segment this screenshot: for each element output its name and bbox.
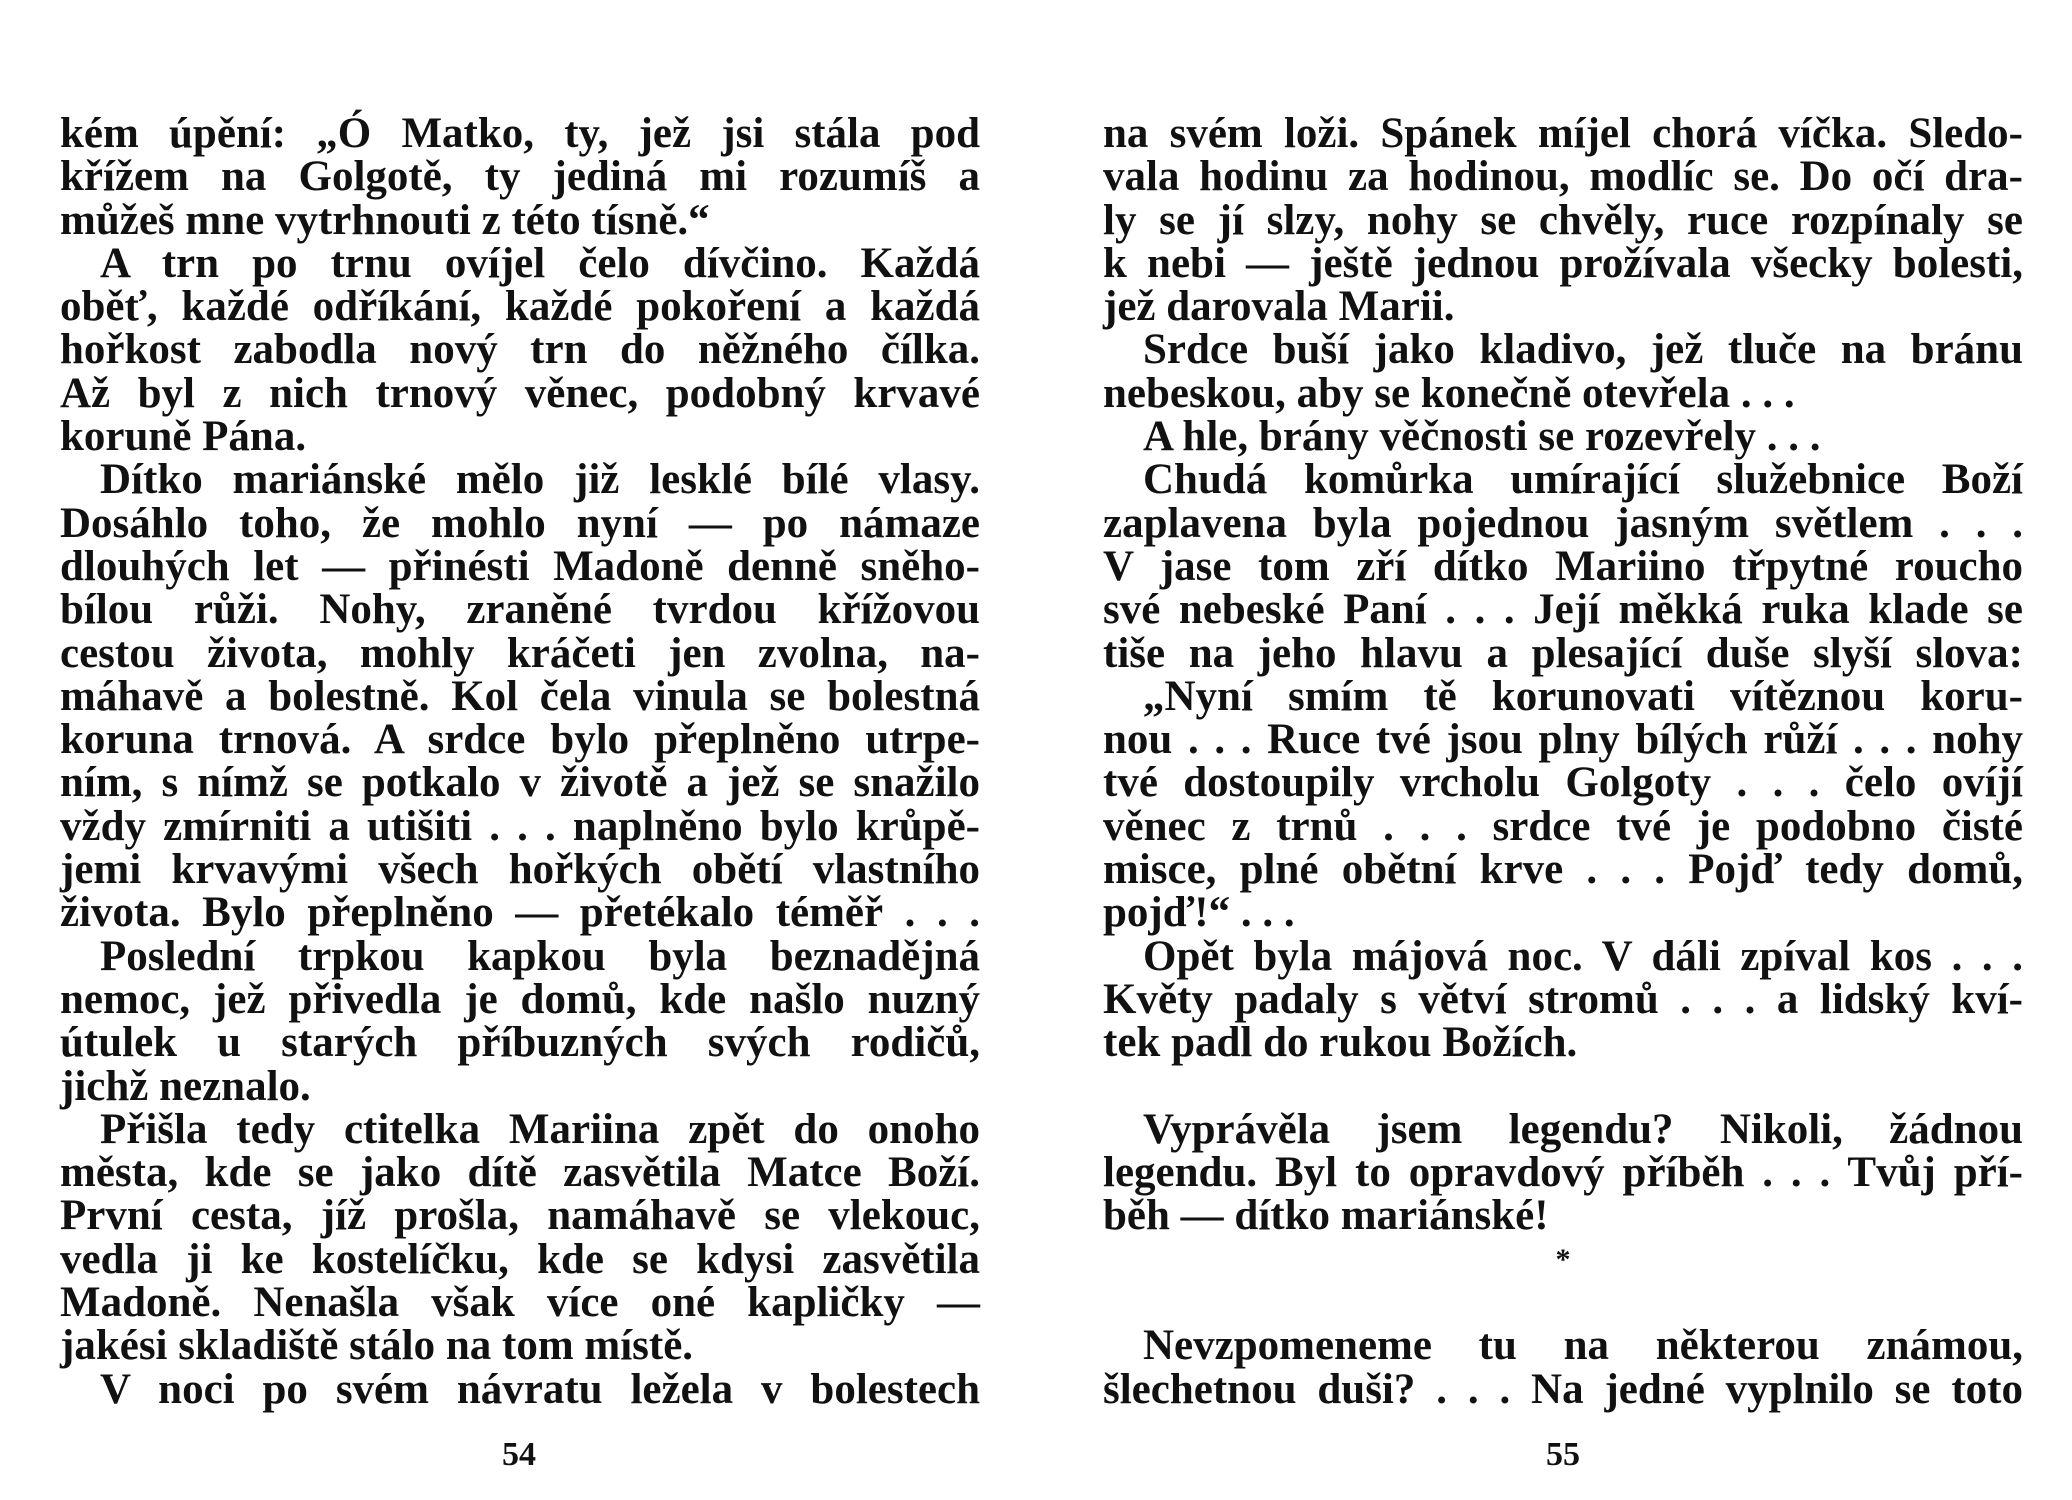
- text-line: jež darovala Marii.: [1103, 283, 1455, 331]
- text-line: ly se jí slzy, nohy se chvěly, ruce rozpínaly se: [1103, 196, 2023, 244]
- text-line: města, kde se jako dítě zasvětila Matce Boží.: [60, 1149, 980, 1197]
- text-line: k nebi — ještě jednou prožívala všecky bolesti,: [1103, 239, 2023, 287]
- text-line: útulek u starých příbuzných svých rodičů,: [60, 1019, 980, 1067]
- text-line: Madoně. Nenašla však více oné kapličky —: [60, 1279, 980, 1327]
- text-line: hořkost zabodla nový trn do něžného čílka.: [60, 326, 980, 374]
- text-line: A hle, brány věčnosti se rozevřely . . .: [1143, 413, 1821, 461]
- text-line: nemoc, jež přivedla je domů, kde našlo nuzný: [60, 975, 980, 1023]
- text-line: života. Bylo přeplněno — přetékalo téměř . . .: [60, 889, 980, 937]
- text-line: „Nyní smím tě korunovati vítěznou koru-: [1143, 672, 2023, 720]
- text-line: cestou života, mohly kráčeti jen zvolna, na-: [60, 629, 980, 677]
- section-separator: *: [1555, 1242, 1571, 1276]
- text-line: jemi krvavými všech hořkých obětí vlastního: [60, 846, 980, 894]
- page-number-left: 54: [502, 1436, 536, 1473]
- text-line: šlechetnou duši? . . . Na jedné vyplnilo se toto: [1103, 1365, 2023, 1413]
- text-line: Opět byla májová noc. V dáli zpíval kos . . .: [1143, 932, 2023, 980]
- text-line: Přišla tedy ctitelka Mariina zpět do onoho: [100, 1105, 980, 1153]
- text-line: tek padl do rukou Božích.: [1103, 1019, 1578, 1067]
- paragraph-gap: [1103, 1065, 2023, 1108]
- text-line: jakési skladiště stálo na tom místě.: [60, 1322, 694, 1370]
- text-line: jichž neznalo.: [60, 1062, 311, 1110]
- text-line: nebeskou, aby se konečně otevřela . . .: [1103, 369, 1795, 417]
- text-line: Srdce buší jako kladivo, jež tluče na bránu: [1143, 326, 2023, 374]
- text-line: První cesta, jíž prošla, namáhavě se vlekouc,: [60, 1192, 980, 1240]
- text-line: A trn po trnu ovíjel čelo dívčino. Každá: [100, 239, 980, 287]
- text-line: tvé dostoupily vrcholu Golgoty . . . čelo ovíjí: [1103, 759, 2023, 807]
- text-line: věnec z trnů . . . srdce tvé je podobno čisté: [1103, 802, 2023, 850]
- text-line: vedla ji ke kostelíčku, kde se kdysi zasvětila: [60, 1235, 980, 1283]
- text-line: V noci po svém návratu ležela v bolestech: [100, 1365, 980, 1413]
- text-line: Až byl z nich trnový věnec, podobný krvavé: [60, 369, 980, 417]
- left-page: [60, 112, 980, 1411]
- text-line: V jase tom zří dítko Mariino třpytné roucho: [1103, 542, 2023, 590]
- text-line: oběť, každé odříkání, každé pokoření a každá: [60, 283, 980, 331]
- text-line: Chudá komůrka umírající služebnice Boží: [1143, 456, 2023, 504]
- text-line: Dítko mariánské mělo již lesklé bílé vlasy.: [100, 456, 980, 504]
- text-line: pojď!“ . . .: [1103, 889, 1295, 937]
- text-line: běh — dítko mariánské!: [1103, 1192, 1549, 1240]
- text-line: koruně Pána.: [60, 413, 307, 461]
- right-page: [1103, 112, 2023, 1411]
- text-line: máhavě a bolestně. Kol čela vinula se bolestná: [60, 672, 980, 720]
- text-line: Dosáhlo toho, že mohlo nyní — po námaze: [60, 499, 980, 547]
- text-line: Poslední trpkou kapkou byla beznadějná: [100, 932, 980, 980]
- text-line: ním, s nímž se potkalo v životě a jež se snažilo: [60, 759, 980, 807]
- text-line: misce, plné obětní krve . . . Pojď tedy domů,: [1103, 846, 2023, 894]
- text-line: Květy padaly s větví stromů . . . a lidský kví-: [1103, 975, 2023, 1023]
- text-line: vala hodinu za hodinou, modlíc se. Do očí dra-: [1103, 153, 2023, 201]
- text-line: vždy zmírniti a utišiti . . . naplněno bylo krůpě-: [60, 802, 980, 850]
- text-line: legendu. Byl to opravdový příběh . . . Tvůj pří-: [1103, 1149, 2023, 1197]
- text-line: tiše na jeho hlavu a plesající duše slyší slova:: [1103, 629, 2023, 677]
- text-line: své nebeské Paní . . . Její měkká ruka klade se: [1103, 586, 2023, 634]
- text-line: kém úpění: „Ó Matko, ty, jež jsi stála pod: [60, 110, 980, 157]
- text-line: bílou růži. Nohy, zraněné tvrdou křížovou: [60, 586, 980, 634]
- page-number-right: 55: [1546, 1436, 1580, 1473]
- text-line: na svém loži. Spánek míjel chorá víčka. Sledo-: [1103, 110, 2023, 157]
- text-line: můžeš mne vytrhnouti z této tísně.“: [60, 196, 710, 244]
- text-line: Vyprávěla jsem legendu? Nikoli, žádnou: [1143, 1105, 2023, 1153]
- text-line: zaplavena byla pojednou jasným světlem . . .: [1103, 499, 2023, 547]
- text-line: křížem na Golgotě, ty jediná mi rozumíš a: [60, 153, 980, 201]
- text-line: nou . . . Ruce tvé jsou plny bílých růží . . . nohy: [1103, 716, 2023, 764]
- text-line: dlouhých let — přinésti Madoně denně sněho-: [60, 542, 980, 590]
- text-line: Nevzpomeneme tu na některou známou,: [1143, 1322, 2023, 1370]
- text-line: koruna trnová. A srdce bylo přeplněno utrpe-: [60, 716, 980, 764]
